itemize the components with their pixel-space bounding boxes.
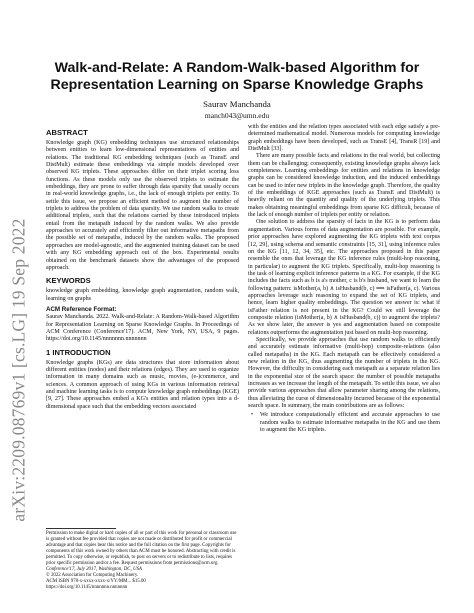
keywords-heading: KEYWORDS <box>46 276 91 286</box>
isbn-line: ACM ISBN 978-x-xxxx-xxxx-x/YY/MM... $15.00 <box>46 579 146 584</box>
right-paragraph-3: One solution to address the sparsity of facts in the KG is to perform data augmentation. Various forms of data augmentation are possible. For example, prior approaches have explored augmenting the KG triplets with text corpus [12, 29], using schema and semantic constraints [15, 31], using inference rules on the KG [11, 12, 34, 35], etc. The approaches proposed in this paper resemble the ones that leverage the KG inference rules (multi-hop reasoning, in particular) to augment the KG triplets. Specifically, multi-hop reasoning is the task of learning explicit inference patterns in a KG. For example, if the KG includes the facts such as b is a's mother, c is b's husband, we want to learn the following pattern: isMother(a, b) ∧ isHusband(b, c) ⟹ isFather(a, c). Various approaches leverage such reasoning to expand the set of KG triplets, and hence, learn higher quality embeddings. The question we answer is: what if isFather relation is not present in the KG? Could we still leverage the composite relation (isMother(a, b) ∧ isHusband(b, c)) to augment the triplets? As we show later, the answer is yes and augmentation based on composite relations outperforms the augmentation just based on multi-hop reasoning. <box>248 219 440 336</box>
contribution-item-1 <box>251 412 440 434</box>
abstract-text: Knowledge graph (KG) embedding techniques use structured relationships between entities to learn low-dimensional representations of entities and relations. The traditional KG embedding techniques (such as TransE and DistMult) estimate these embeddings via simple models developed over observed KG triplets. These approaches differ on their triplet scoring loss functions. As these models only use the observed triplets to estimate the embeddings, they are prone to suffer through data sparsity that usually occurs in real-world knowledge graphs, i.e., the lack of enough triplets per entity. To settle this issue, we propose an efficient method to augment the number of triplets to address the problem of data sparsity. We use random walks to create additional triplets, such that the relations carried by these introduced triplets entail from the metapath induced by the random walks. We also provide approaches to accurately and efficiently filter out informative metapaths from the possible set of metapaths, induced by the random walks. The proposed approaches are model-agnostic, and the augmented training dataset can be used with any KG embedding approach out of the box. Experimental results obtained on the benchmark datasets show the advantages of the proposed approach. <box>46 140 239 271</box>
abstract-heading: ABSTRACT <box>46 128 88 137</box>
reference-format-heading: ACM Reference Format: <box>46 305 117 313</box>
left-column <box>46 124 239 411</box>
right-paragraph-1: with the entities and the relation types associated with each edge satisfy a pre-determined mathematical model. Numerous models for computing knowledge graph embeddings have been developed, such as TransE [4], TransR [19] and DistMult [33]. <box>248 124 440 153</box>
keywords-text: knowledge graph embedding, knowledge graph augmentation, random walk, learning on graphs <box>46 288 239 302</box>
contribution-list <box>248 412 440 434</box>
right-paragraph-4: Specifically, we provide approaches that use random walks to efficiently and accurately estimate informative (multi-hop) composite-relations (also called metapaths) in the KG. Each metapath can be effectively considered a new relation in the KG, thus augmenting the number of triplets in the KG. However, the difficulty in considering each metapath as a separate relation lies in the exponential size of the search space: the number of possible metapaths increases as we increase the length of the metapath. To settle this issue, we also provide various approaches that allow parameter sharing among the relations, thus alleviating the curse of dimensionality incurred because of the exponential search space. In summary, the main contributions are as follows: <box>248 336 440 410</box>
introduction-heading: 1 INTRODUCTION <box>46 347 111 357</box>
copyright-line: © 2022 Association for Computing Machinery. <box>46 573 139 578</box>
introduction-text: Knowledge graphs (KGs) are data structures that store information about different entities (nodes) and their relations (edges). They are used to organize information in many domains such as music, movies, (e-)commerce, and sciences. A common approach of using KGs in various information retrieval and machine learning tasks is to compute knowledge graph embeddings (KGE) [9, 27]. These approaches embed a KG's entities and relation types into a d-dimensional space such that the embedding vectors associated <box>46 359 239 410</box>
author-email: manch043@umn.edu <box>204 111 270 120</box>
right-paragraph-2: There are many possible facts and relations in the real world, but collecting them can be challenging; consequently, existing knowledge graphs always lack completeness. Learning embeddings for entities and relations in knowledge graphs can be considered knowledge induction, and the induced embeddings can be used to infer new triplets in the knowledge graph. Therefore, the quality of the embeddings of KGE approaches (such as TransE and DistMult) is heavily reliant on the quantity and quality of the underlying triplets. This makes obtaining meaningful embeddings from sparse KG difficult, because of the lack of enough number of triplets per entity or relation. <box>248 153 440 219</box>
contribution-text-1: We introduce computationally efficient and accurate approaches to use random walks to estimate informative metapaths in the KG and use them to augment the KG triplets. <box>260 412 440 434</box>
arxiv-stamp-text: arXiv:2209.08769v1 [cs.LG] 19 Sep 2022 <box>8 218 29 522</box>
doi-link[interactable]: https://doi.org/10.1145/nnnnnnn.nnnnnnn <box>46 585 128 590</box>
right-column <box>248 124 440 434</box>
author-name: Saurav Manchanda <box>203 99 271 109</box>
conference-line: Conference'17, July 2017, Washington, DC, USA <box>46 567 142 572</box>
reference-format-text: Saurav Manchanda. 2022. Walk-and-Relate: A Random-Walk-based Algorithm for Representation Learning on Sparse Knowledge Graphs. In Proceedings of ACM Conference (Conference'17). ACM, New York, NY, USA, 9 pages. https://doi.org/10.1145/nnnnnnn.nnnnnnn <box>46 314 239 343</box>
footnote-rule <box>46 528 116 529</box>
paper-title: Walk-and-Relate: A Random-Walk-based Algorithm for Representation Learning on Sparse Knowledge Graphs <box>50 60 424 93</box>
arxiv-stamp <box>6 160 32 580</box>
footnote-block <box>46 531 239 591</box>
bullet-icon: • <box>251 412 254 419</box>
permission-notice: Permission to make digital or hard copies of all or part of this work for personal or classroom use is granted without fee provided that copies are not made or distributed for profit or commercial advantage and that copies bear this notice and the full citation on the first page. Copyrights for components of this work owned by others than ACM must be honored. Abstracting with credit is permitted. To copy otherwise, or republish, to post on servers or to redistribute to lists, requires prior specific permission and/or a fee. Request permissions from permissions@acm.org. <box>46 531 237 566</box>
